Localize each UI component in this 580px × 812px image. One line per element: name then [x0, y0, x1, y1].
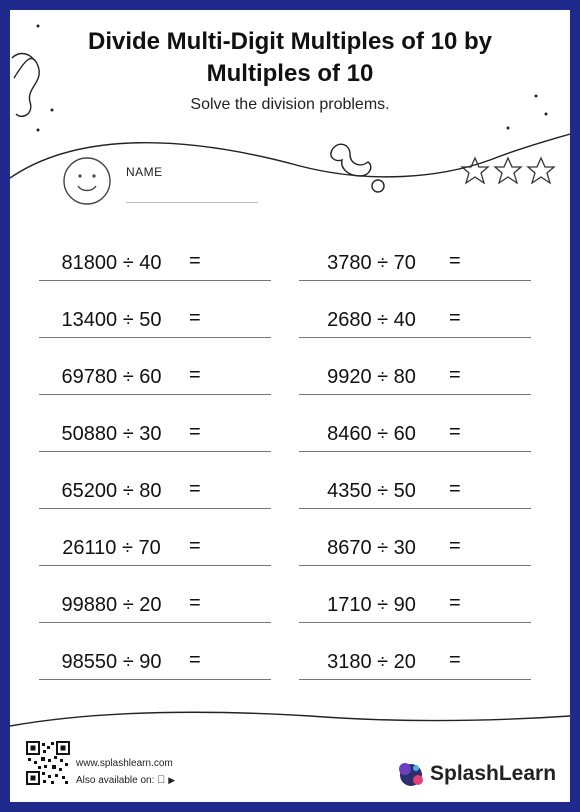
problem-expression: 98550 ÷ 90 [61, 651, 162, 673]
equals-sign: = [449, 421, 461, 443]
equals-sign: = [449, 307, 461, 329]
name-field[interactable] [126, 202, 258, 203]
worksheet-page [10, 10, 570, 802]
problem-expression: 13400 ÷ 50 [61, 309, 162, 331]
title-line-2: Multiples of 10 [206, 60, 374, 87]
problem-expression: 2680 ÷ 40 [327, 309, 416, 331]
problem-right-6 [299, 531, 531, 566]
equals-sign: = [189, 250, 201, 272]
problem-expression: 26110 ÷ 70 [62, 537, 161, 559]
brand-name: SplashLearn [430, 762, 557, 785]
problem-right-4 [299, 417, 531, 452]
problem-left-4 [39, 417, 271, 452]
problem-right-2 [299, 303, 531, 338]
problem-expression: 99880 ÷ 20 [61, 594, 162, 616]
instructions: Solve the division problems. [190, 96, 390, 113]
equals-sign: = [189, 649, 201, 671]
equals-sign: = [449, 592, 461, 614]
problem-left-2 [39, 303, 271, 338]
worksheet-title [10, 26, 570, 90]
equals-sign: = [189, 535, 201, 557]
problem-expression: 9920 ÷ 80 [327, 366, 416, 388]
equals-sign: = [189, 478, 201, 500]
smiley-face-icon [62, 156, 112, 206]
equals-sign: = [189, 364, 201, 386]
problem-left-1 [39, 246, 271, 281]
problem-expression: 1710 ÷ 90 [327, 594, 416, 616]
problem-expression: 81800 ÷ 40 [61, 252, 162, 274]
problem-left-7 [39, 588, 271, 623]
problem-expression: 8670 ÷ 30 [327, 537, 416, 559]
problem-right-1 [299, 246, 531, 281]
equals-sign: = [449, 478, 461, 500]
rating-stars-icon [460, 156, 570, 186]
problem-expression: 8460 ÷ 60 [327, 423, 416, 445]
play-store-icon[interactable]: ▶ [157, 775, 165, 785]
equals-sign: = [189, 592, 201, 614]
problem-right-3 [299, 360, 531, 395]
problem-expression: 50880 ÷ 30 [61, 423, 162, 445]
problem-expression: 69780 ÷ 60 [61, 366, 162, 388]
problem-right-7 [299, 588, 531, 623]
equals-sign: = [449, 250, 461, 272]
available-on-label: Also available on: [76, 775, 155, 786]
problem-expression: 4350 ÷ 50 [327, 480, 416, 502]
equals-sign: = [449, 649, 461, 671]
equals-sign: = [449, 535, 461, 557]
problem-left-8 [39, 645, 271, 680]
equals-sign: = [189, 307, 201, 329]
title-line-1: Divide Multi-Digit Multiples of 10 by [87, 28, 492, 55]
problem-expression: 3780 ÷ 70 [327, 252, 416, 274]
name-label: NAME [126, 165, 163, 179]
problem-right-5 [299, 474, 531, 509]
problem-left-5 [39, 474, 271, 509]
availability-text [76, 774, 175, 786]
qr-code-icon[interactable] [26, 741, 70, 785]
website-link[interactable]: www.splashlearn.com [76, 758, 173, 769]
problem-expression: 65200 ÷ 80 [61, 480, 162, 502]
decorative-background [10, 10, 570, 802]
equals-sign: = [189, 421, 201, 443]
problem-left-3 [39, 360, 271, 395]
problem-right-8 [299, 645, 531, 680]
problem-left-6 [39, 531, 271, 566]
problem-expression: 3180 ÷ 20 [327, 651, 416, 673]
apple-icon[interactable] [157, 774, 165, 786]
splashlearn-logo-icon [396, 760, 426, 790]
equals-sign: = [449, 364, 461, 386]
